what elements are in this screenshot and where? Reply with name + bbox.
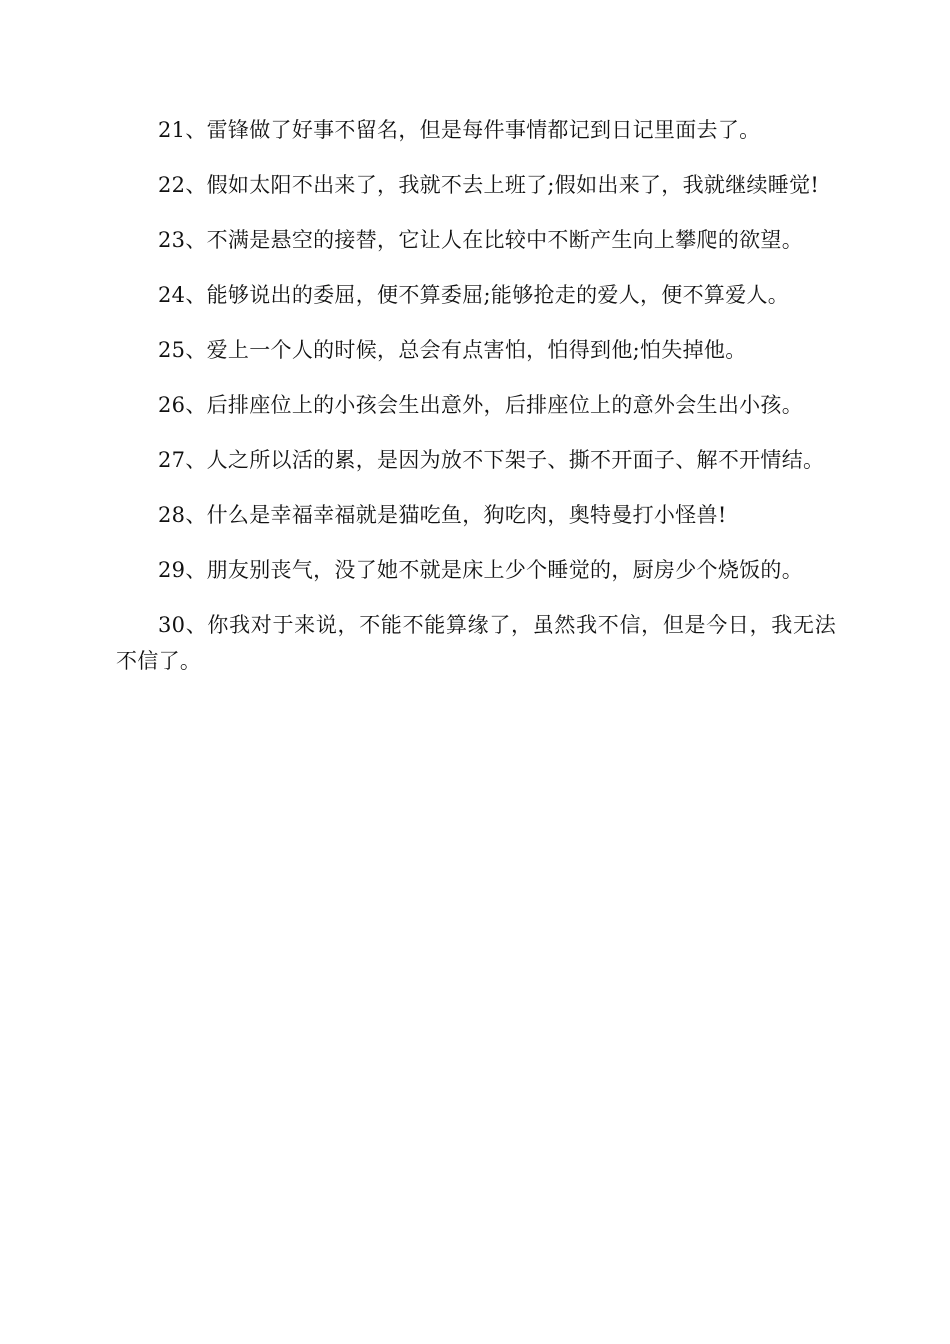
paragraph-22: 22、假如太阳不出来了，我就不去上班了;假如出来了，我就继续睡觉! [158,173,820,197]
paragraph-23: 23、不满是悬空的接替，它让人在比较中不断产生向上攀爬的欲望。 [158,228,804,252]
paragraph-24: 24、能够说出的委屈，便不算委屈;能够抢走的爱人，便不算爱人。 [158,283,790,307]
paragraph-28: 28、什么是幸福幸福就是猫吃鱼，狗吃肉，奥特曼打小怪兽! [158,503,727,527]
paragraph-26: 26、后排座位上的小孩会生出意外，后排座位上的意外会生出小孩。 [158,393,804,417]
paragraph-29: 29、朋友别丧气，没了她不就是床上少个睡觉的，厨房少个烧饭的。 [158,558,804,582]
document-body [116,112,836,698]
paragraph-25: 25、爱上一个人的时候，总会有点害怕，怕得到他;怕失掉他。 [158,338,747,362]
paragraph-30: 30、你我对于来说，不能不能算缘了，虽然我不信，但是今日，我无法不信了。 [116,613,836,673]
paragraph-27: 27、人之所以活的累，是因为放不下架子、撕不开面子、解不开情结。 [158,448,825,472]
paragraph-21: 21、雷锋做了好事不留名，但是每件事情都记到日记里面去了。 [158,118,761,142]
